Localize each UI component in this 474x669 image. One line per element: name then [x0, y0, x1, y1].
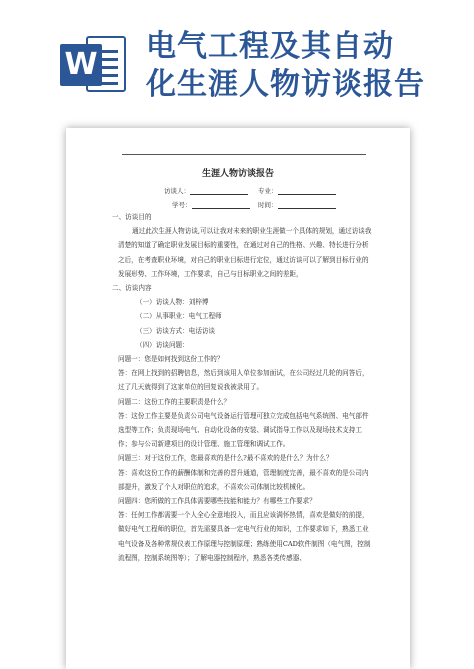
student-id-blank: [192, 201, 250, 209]
answer-4: 答：任何工作都需要一个人全心全意地投入，而且应该满怀热情，喜欢是做好的前提，做好电气工程师的职位，首先需要具备一定电气行业的知识，工作要求如下，熟悉工业电气设备及各种常规仪表工作原理与控制原理；熟练使用CAD软件制图（电气图，控制流程图，控制系统图等）；了解电器控制程序，熟悉各类传感器、: [118, 511, 371, 562]
header-banner: [0, 0, 474, 112]
question-2: 问题二：这份工作的主要职责是什么？: [118, 397, 231, 406]
question-3: 问题三：对于这份工作，您最喜欢的是什么?最不喜欢的是什么？为什么？: [118, 454, 333, 463]
page-title-line2: 化生涯人物访谈报告: [146, 67, 425, 102]
document-body: [112, 210, 374, 565]
question-1: 问题一：您是如何找到这份工作的？: [118, 355, 224, 364]
word-letter-badge: W: [60, 44, 102, 86]
page-title: [146, 28, 466, 104]
section1-paragraph: 通过此次生涯人物访谈,可以让我对未来的职业生涯做一个具体的规划，通过访谈我清楚的知道了确定职业发展目标的重要性，在通过对自己的性格、兴趣、特长进行分析之后，在考查职业环境，对自己的职业目标进行定位，通过访谈可以了解到目标行业的发展形势、工作环境，工作要求，自己与目标职业之间的差距，: [118, 227, 372, 278]
major-blank: [278, 187, 336, 195]
document-title: 生涯人物访谈报告: [201, 169, 274, 179]
time-field: [258, 200, 336, 209]
question-4: 问题四：您所做的工作具体需要哪些技能和能力？有哪些工作要求？: [118, 497, 316, 506]
page-title-line1: 电气工程及其自动: [146, 29, 394, 64]
interview-item: （三）访谈方式：电话访谈: [136, 326, 216, 335]
time-label: 时间：: [258, 201, 278, 209]
interview-item: （四）访谈问题：: [136, 340, 189, 349]
document-preview[interactable]: [66, 128, 410, 669]
interviewer-field: [164, 186, 248, 195]
interviewer-label: 访谈人：: [164, 187, 190, 195]
time-blank: [278, 201, 336, 209]
major-label: 专业：: [258, 187, 278, 195]
student-id-field: [172, 200, 250, 209]
word-document-icon: [60, 32, 128, 96]
interviewer-blank: [190, 187, 248, 195]
answer-3: 答：喜欢这份工作的薪酬体制和完善的晋升通道，管理制度完善，最不喜欢的是公司内部提升，激发了个人对职位的追求，不喜欢公司体制比较机械化。: [118, 468, 369, 491]
answer-1: 答：在网上找到的招聘信息，然后到该用人单位参加面试，在公司经过几轮的问答后，过了几天就得到了这家单位的回复说我被录用了。: [118, 369, 369, 392]
interview-item: （一）访谈人物：刘梓博: [136, 298, 209, 307]
interview-item: （二）从事职业：电气工程师: [136, 312, 222, 321]
student-id-label: 学号：: [172, 201, 192, 209]
major-field: [258, 186, 336, 195]
answer-2: 答：这份工作主要是负责公司电气设备运行管理可独立完成包括电气系统图、电气部件选型等工作；负责现场电气、自动化设备的安装、调试指导工作以及现场技术支持工作；参与公司新建项目的设计管理、施工管理和调试工作。: [118, 411, 369, 449]
top-rule: [122, 154, 366, 155]
section1-heading: 一、访谈目的: [112, 213, 152, 221]
section2-heading: 二、访谈内容: [112, 284, 152, 293]
